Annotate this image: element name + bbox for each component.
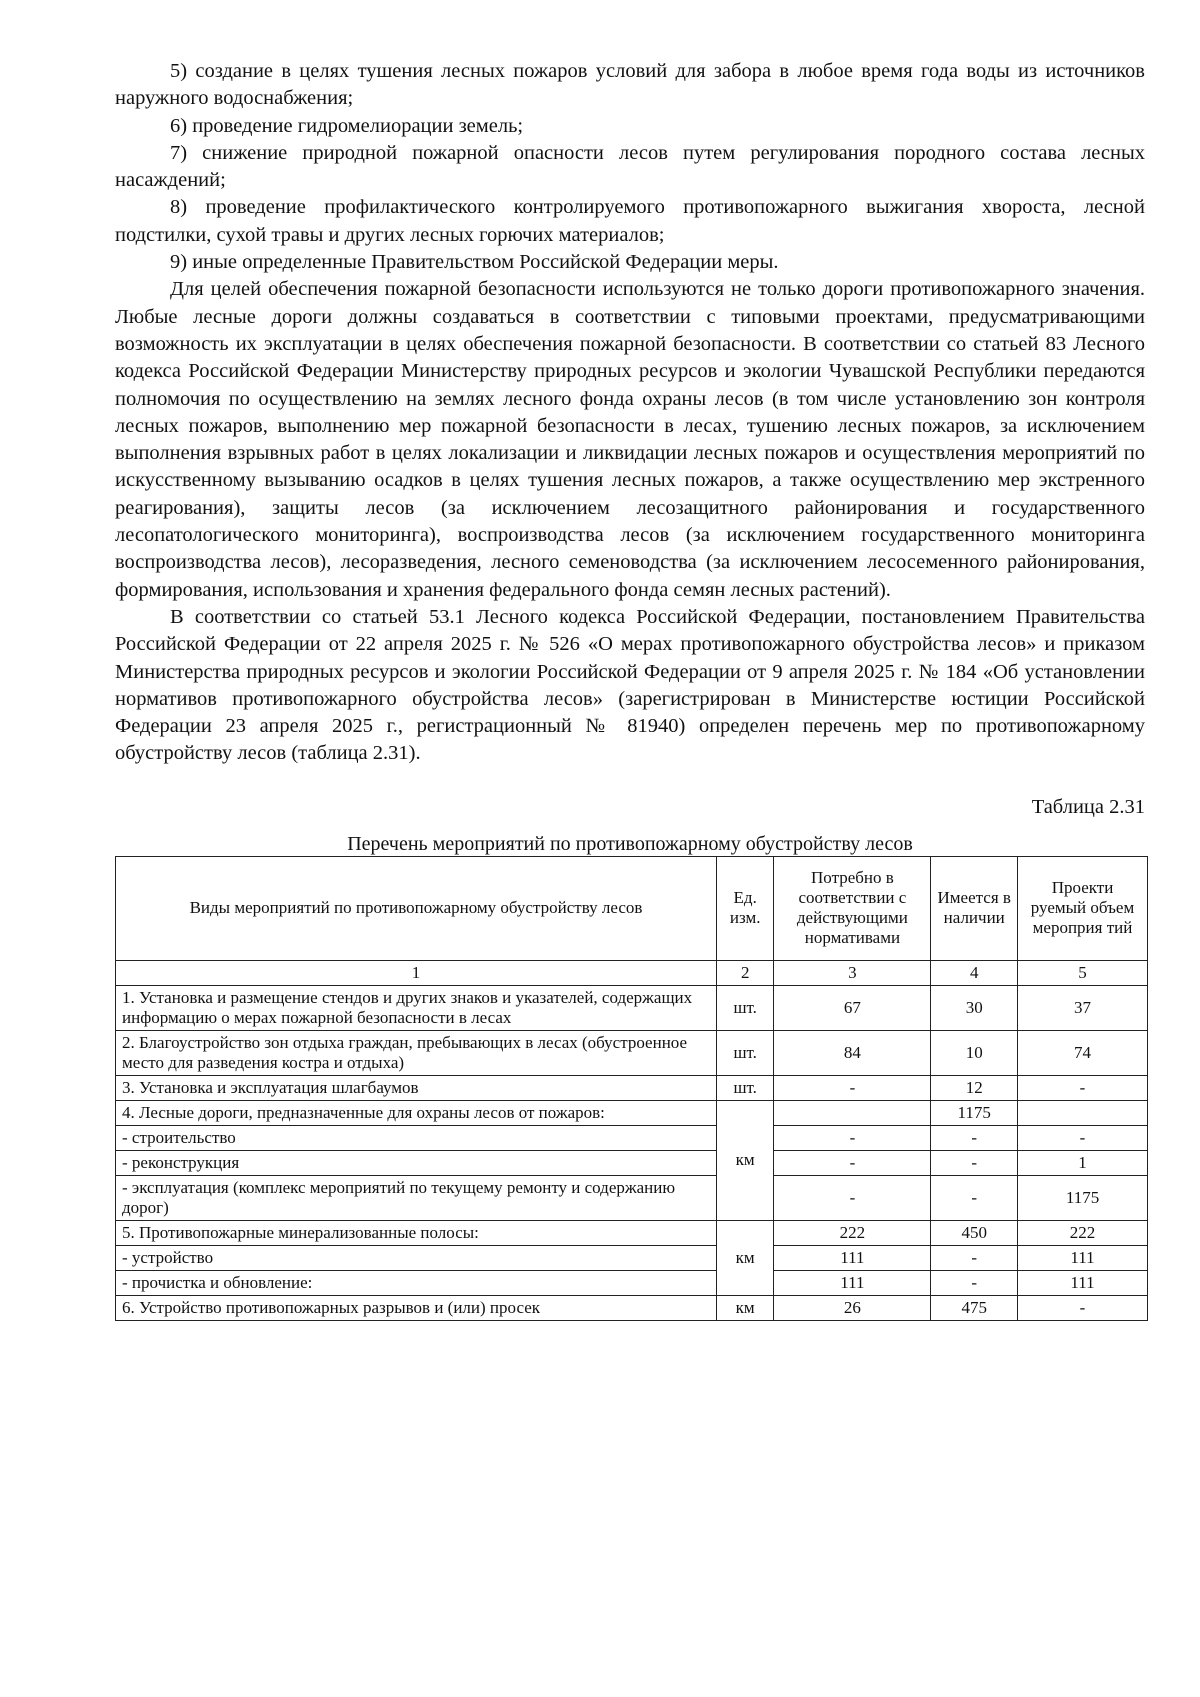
table-row — [116, 1220, 1148, 1245]
paragraph: 9) иные определенные Правительством Российской Федерации меры. — [170, 251, 779, 274]
paragraph: В соответствии со статьей 53.1 Лесного кодекса Российской Федерации, постановлением Правительства Российской Федерации от 22 апреля 2025 г. № 526 «О мерах противопожарного обустройства лесов» и приказом Министерства природных ресурсов и экологии Российской Федерации от 9 апреля 2025 г. № 184 «Об установлении нормативов противопожарного обустройства лесов» (зарегистрирован в Министерстве юстиции Российской Федерации 23 апреля 2025 г., регистрационный № 81940) определен перечень мер по противопожарному обустройству лесов (таблица 2.31). — [115, 605, 1145, 765]
row-unit: шт. — [717, 1030, 774, 1075]
column-number: 4 — [931, 960, 1018, 985]
row-planned: 74 — [1018, 1030, 1148, 1075]
row-available: - — [931, 1125, 1018, 1150]
header-required: Потребно в соответствии с действующими нормативами — [774, 856, 931, 960]
row-activity: - реконструкция — [116, 1150, 717, 1175]
row-available: - — [931, 1175, 1018, 1220]
row-available: 450 — [931, 1220, 1018, 1245]
row-planned: - — [1018, 1075, 1148, 1100]
row-activity: - эксплуатация (комплекс мероприятий по текущему ремонту и содержанию дорог) — [116, 1175, 717, 1220]
table-row — [116, 1125, 1148, 1150]
header-planned: Проекти руемый объем мероприя тий — [1018, 856, 1148, 960]
row-available: - — [931, 1270, 1018, 1295]
row-available: 1175 — [931, 1100, 1018, 1125]
row-required: - — [774, 1175, 931, 1220]
row-available: 12 — [931, 1075, 1018, 1100]
row-activity: - строительство — [116, 1125, 717, 1150]
row-unit: шт. — [717, 985, 774, 1030]
table-label: Таблица 2.31 — [1031, 795, 1145, 818]
row-activity: 1. Установка и размещение стендов и других знаков и указателей, содержащих информацию о мерах пожарной безопасности в лесах — [116, 985, 717, 1030]
row-available: - — [931, 1150, 1018, 1175]
column-number: 1 — [116, 960, 717, 985]
column-number: 5 — [1018, 960, 1148, 985]
row-required: - — [774, 1125, 931, 1150]
measures-table — [115, 856, 1148, 1321]
table-row — [116, 1030, 1148, 1075]
row-planned — [1018, 1100, 1148, 1125]
row-unit: км — [717, 1220, 774, 1295]
row-required: 222 — [774, 1220, 931, 1245]
row-unit: шт. — [717, 1075, 774, 1100]
row-required — [774, 1100, 931, 1125]
row-available: - — [931, 1245, 1018, 1270]
row-available: 30 — [931, 985, 1018, 1030]
header-row — [116, 856, 1148, 960]
row-available: 10 — [931, 1030, 1018, 1075]
document-page — [115, 58, 1145, 1321]
row-required: 111 — [774, 1245, 931, 1270]
table-row — [116, 1270, 1148, 1295]
row-required: 67 — [774, 985, 931, 1030]
row-activity: 4. Лесные дороги, предназначенные для охраны лесов от пожаров: — [116, 1100, 717, 1125]
row-available: 475 — [931, 1295, 1018, 1320]
row-planned: 222 — [1018, 1220, 1148, 1245]
row-planned: 111 — [1018, 1270, 1148, 1295]
paragraph: 7) снижение природной пожарной опасности лесов путем регулирования породного состава лесных насаждений; — [115, 141, 1145, 192]
paragraph: Для целей обеспечения пожарной безопасности используются не только дороги противопожарного значения. Любые лесные дороги должны создаваться в соответствии с типовыми проектами, предусматривающими возможность их эксплуатации в целях обеспечения пожарной безопасности. В соответствии со статьей 83 Лесного кодекса Российской Федерации Министерству природных ресурсов и экологии Чувашской Республики передаются полномочия по осуществлению на землях лесного фонда охраны лесов (в том числе установлению зон контроля лесных пожаров, выполнению мер пожарной безопасности в лесах, тушению лесных пожаров, за исключением выполнения взрывных работ в целях локализации и ликвидации лесных пожаров и осуществления мероприятий по искусственному вызыванию осадков в целях тушения лесных пожаров, а также осуществлению мер экстренного реагирования), защиты лесов (за исключением лесозащитного районирования и государственного лесопатологического мониторинга), воспроизводства лесов (за исключением государственного мониторинга воспроизводства лесов), лесоразведения, лесного семеноводства (за исключением лесосеменного районирования, формирования, использования и хранения федерального фонда семян лесных растений). — [115, 278, 1145, 601]
header-activity: Виды мероприятий по противопожарному обустройству лесов — [116, 856, 717, 960]
header-unit: Ед. изм. — [717, 856, 774, 960]
row-planned: 1175 — [1018, 1175, 1148, 1220]
row-activity: 2. Благоустройство зон отдыха граждан, пребывающих в лесах (обустроенное место для разведения костра и отдыха) — [116, 1030, 717, 1075]
table-row — [116, 1175, 1148, 1220]
table-row — [116, 1150, 1148, 1175]
row-required: - — [774, 1075, 931, 1100]
table-row — [116, 1295, 1148, 1320]
row-activity: 6. Устройство противопожарных разрывов и (или) просек — [116, 1295, 717, 1320]
header-available: Имеется в наличии — [931, 856, 1018, 960]
row-activity: - прочистка и обновление: — [116, 1270, 717, 1295]
table-row — [116, 1075, 1148, 1100]
table-title: Перечень мероприятий по противопожарному обустройству лесов — [347, 832, 913, 855]
row-unit: км — [717, 1100, 774, 1220]
row-planned: 1 — [1018, 1150, 1148, 1175]
table-row — [116, 985, 1148, 1030]
row-activity: 5. Противопожарные минерализованные полосы: — [116, 1220, 717, 1245]
row-planned: 111 — [1018, 1245, 1148, 1270]
row-required: - — [774, 1150, 931, 1175]
table-row — [116, 1245, 1148, 1270]
row-planned: - — [1018, 1125, 1148, 1150]
row-activity: 3. Установка и эксплуатация шлагбаумов — [116, 1075, 717, 1100]
column-number-row — [116, 960, 1148, 985]
row-required: 84 — [774, 1030, 931, 1075]
row-activity: - устройство — [116, 1245, 717, 1270]
column-number: 3 — [774, 960, 931, 985]
table-row — [116, 1100, 1148, 1125]
row-required: 111 — [774, 1270, 931, 1295]
row-planned: 37 — [1018, 985, 1148, 1030]
row-planned: - — [1018, 1295, 1148, 1320]
paragraph: 6) проведение гидромелиорации земель; — [170, 114, 524, 137]
paragraph: 5) создание в целях тушения лесных пожаров условий для забора в любое время года воды из источников наружного водоснабжения; — [115, 60, 1145, 110]
column-number: 2 — [717, 960, 774, 985]
paragraph: 8) проведение профилактического контролируемого противопожарного выжигания хвороста, лесной подстилки, сухой травы и других лесных горючих материалов; — [115, 196, 1145, 246]
row-required: 26 — [774, 1295, 931, 1320]
row-unit: км — [717, 1295, 774, 1320]
